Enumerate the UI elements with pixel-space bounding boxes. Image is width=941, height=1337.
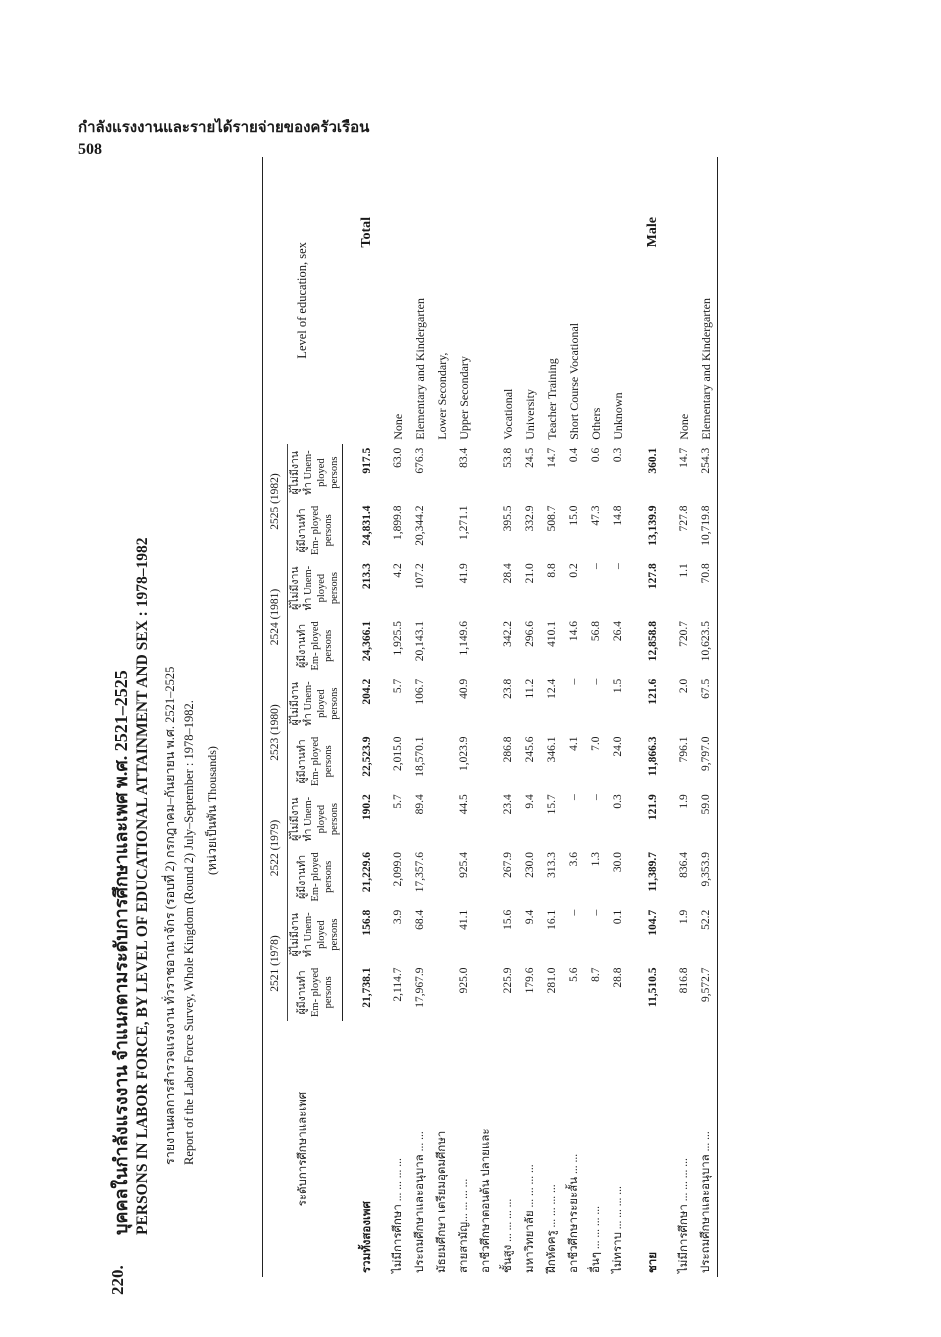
value-cell: 267.9 xyxy=(502,852,514,878)
row-label-english: Vocational xyxy=(500,388,515,440)
value-cell: 254.3 xyxy=(700,447,712,474)
value-cell: 56.8 xyxy=(590,621,602,642)
value-cell: 52.2 xyxy=(700,909,712,930)
value-cell: 24.5 xyxy=(524,447,536,468)
value-cell: 11.2 xyxy=(524,678,536,699)
value-cell: 68.4 xyxy=(414,909,426,930)
total-cell: 360.1 xyxy=(647,447,659,474)
value-cell xyxy=(475,675,497,733)
year-header: 2524 (1981) xyxy=(263,559,288,675)
section-total-row xyxy=(629,157,673,1277)
value-cell: 1,271.1 xyxy=(458,505,470,540)
unemployed-header: ผู้ไม่มีงานทำ Unem- ployed persons xyxy=(288,906,343,964)
value-cell: 17,967.9 xyxy=(414,967,426,1008)
value-cell: 296.6 xyxy=(524,621,536,647)
value-cell xyxy=(431,559,453,617)
value-cell: 836.4 xyxy=(678,852,690,878)
value-cell: 4.1 xyxy=(568,736,580,751)
value-cell: 24.0 xyxy=(612,736,624,757)
value-cell: 1,899.8 xyxy=(392,505,404,540)
table-row xyxy=(563,157,585,1277)
employed-header: ผู้มีงานทำ Em- ployed persons xyxy=(288,964,343,1022)
table-row xyxy=(453,157,475,1277)
value-cell: – xyxy=(590,794,602,800)
table-row xyxy=(519,157,541,1277)
rotated-table-region xyxy=(100,145,840,1295)
unemployed-header: ผู้ไม่มีงานทำ Unem- ployed persons xyxy=(288,790,343,848)
running-title: กำลังแรงงานและรายได้รายจ่ายของครัวเรือน xyxy=(78,120,370,136)
total-cell: 13,139.9 xyxy=(647,505,659,546)
table-subtitle-english: Report of the Labor Force Survey, Whole Kingdom (Round 2) July–September : 1978–1982. xyxy=(182,700,196,1165)
value-cell: 8.8 xyxy=(546,563,558,578)
value-cell: 2.0 xyxy=(678,678,690,694)
value-cell: 245.6 xyxy=(524,736,536,763)
value-cell: 925.4 xyxy=(458,852,470,878)
table-subtitle-thai: รายงานผลการสำรวจแรงงาน ทั่วราชอาณาจักร (รอบที่ 2) กรกฎาคม–กันยายน พ.ศ. 2521–2525 xyxy=(163,666,177,1165)
value-cell: 9.4 xyxy=(524,909,536,925)
row-label-thai: ไม่มีการศึกษา ... ... ... ... xyxy=(392,1158,404,1273)
value-cell: 179.6 xyxy=(524,967,536,994)
value-cell: 26.4 xyxy=(612,621,624,642)
table-title-thai: บุคคลในกำลังแรงงาน จำแนกตามระดับการศึกษาและเพศ พ.ศ. 2521–2525 xyxy=(111,670,131,1235)
value-cell xyxy=(475,848,497,906)
value-cell: 3.9 xyxy=(392,909,404,925)
value-cell xyxy=(475,559,497,617)
year-header: 2522 (1979) xyxy=(263,790,288,906)
table-row xyxy=(431,157,453,1277)
table-number: 220. xyxy=(108,1265,127,1295)
total-cell: 204.2 xyxy=(361,678,373,705)
value-cell: 1,023.9 xyxy=(458,736,470,771)
value-cell: 9.4 xyxy=(524,794,536,809)
total-cell: 917.5 xyxy=(361,447,373,474)
table-row xyxy=(387,157,409,1277)
table-row xyxy=(673,157,695,1277)
value-cell: 0.3 xyxy=(612,447,624,463)
table-unit: (หน่วยเป็นพัน Thousands) xyxy=(205,746,219,875)
value-cell: 508.7 xyxy=(546,505,558,532)
employed-header: ผู้มีงานทำ Em- ployed persons xyxy=(288,617,343,675)
value-cell xyxy=(475,906,497,964)
section-label-english: Male xyxy=(645,217,660,248)
value-cell: 14.7 xyxy=(678,447,690,468)
total-cell: 24,831.4 xyxy=(361,505,373,546)
value-cell: 14.8 xyxy=(612,505,624,526)
employed-header: ผู้มีงานทำ Em- ployed persons xyxy=(288,848,343,906)
labor-force-table xyxy=(262,157,718,1277)
value-cell: 1,149.6 xyxy=(458,621,470,656)
value-cell: – xyxy=(612,563,624,569)
total-cell: 127.8 xyxy=(647,563,659,590)
row-label-english: Lower Secondary, xyxy=(434,352,449,440)
total-cell: 11,389.7 xyxy=(647,852,659,892)
value-cell: 106.7 xyxy=(414,678,426,705)
unemployed-header: ผู้ไม่มีงานทำ Unem- ployed persons xyxy=(288,559,343,617)
value-cell: 63.0 xyxy=(392,447,404,468)
total-cell: 22,523.9 xyxy=(361,736,373,777)
year-header: 2523 (1980) xyxy=(263,675,288,791)
table-body xyxy=(343,157,718,1277)
value-cell: 41.1 xyxy=(458,909,470,930)
total-cell: 156.8 xyxy=(361,909,373,936)
value-cell: 18,570.1 xyxy=(414,736,426,777)
total-cell: 190.2 xyxy=(361,794,373,821)
value-cell: 12.4 xyxy=(546,678,558,699)
section-label-thai: ชาย xyxy=(647,1251,659,1273)
table-title-english: PERSONS IN LABOR FORCE, BY LEVEL OF EDUCATIONAL ATTAINMENT AND SEX : 1978–1982 xyxy=(134,537,151,1235)
value-cell: 89.4 xyxy=(414,794,426,815)
value-cell: 47.3 xyxy=(590,505,602,526)
year-header: 2521 (1978) xyxy=(263,906,288,1022)
value-cell: 15.6 xyxy=(502,909,514,930)
value-cell: 313.3 xyxy=(546,852,558,878)
value-cell: 0.3 xyxy=(612,794,624,809)
value-cell: – xyxy=(568,909,580,916)
value-cell xyxy=(475,790,497,848)
unemployed-header: ผู้ไม่มีงานทำ Unem- ployed persons xyxy=(288,444,343,502)
value-cell: 0.6 xyxy=(590,447,602,463)
total-cell: 121.6 xyxy=(647,678,659,705)
value-cell: – xyxy=(590,678,602,685)
value-cell: 230.0 xyxy=(524,852,536,878)
total-cell: 11,510.5 xyxy=(647,967,659,1008)
value-cell: 5.7 xyxy=(392,678,404,694)
value-cell: – xyxy=(568,678,580,685)
row-label-thai: ชั้นสูง ... ... ... ... xyxy=(502,1198,514,1273)
row-label-thai: อื่นๆ ... ... ... ... xyxy=(590,1206,602,1273)
employed-header: ผู้มีงานทำ Em- ployed persons xyxy=(288,733,343,791)
value-cell: 41.9 xyxy=(458,563,470,584)
row-label-english: None xyxy=(676,413,691,440)
value-cell: 5.6 xyxy=(568,967,580,982)
value-cell xyxy=(431,790,453,848)
row-label-thai: มหาวิทยาลัย ... ... ... ... xyxy=(524,1164,536,1273)
column-header-label-english: Level of education, sex xyxy=(263,157,343,444)
value-cell: 9,797.0 xyxy=(700,736,712,771)
column-header-label-thai: ระดับการศึกษาและเพศ xyxy=(263,1021,343,1277)
table-row xyxy=(541,157,563,1277)
value-cell xyxy=(431,848,453,906)
total-cell: 121.9 xyxy=(647,794,659,821)
value-cell xyxy=(431,502,453,560)
value-cell: 676.3 xyxy=(414,447,426,474)
value-cell: 28.4 xyxy=(502,563,514,584)
value-cell: 20,143.1 xyxy=(414,621,426,662)
row-label-thai: ไม่มีการศึกษา ... ... ... ... xyxy=(678,1158,690,1273)
value-cell: 1.9 xyxy=(678,794,690,809)
value-cell: 23.4 xyxy=(502,794,514,815)
row-label-english: Upper Secondary xyxy=(456,356,471,440)
value-cell: 10,623.5 xyxy=(700,621,712,662)
total-cell: 24,366.1 xyxy=(361,621,373,662)
value-cell: 0.4 xyxy=(568,447,580,463)
value-cell: 17,357.6 xyxy=(414,852,426,893)
row-label-thai: ประถมศึกษาและอนุบาล ... ... xyxy=(414,1131,426,1273)
value-cell: 9,572.7 xyxy=(700,967,712,1002)
value-cell: 21.0 xyxy=(524,563,536,584)
table-titles xyxy=(100,145,255,1295)
value-cell: 20,344.2 xyxy=(414,505,426,546)
row-label-english xyxy=(475,157,497,444)
value-cell: 720.7 xyxy=(678,621,690,647)
row-label-english: Short Course Vocational xyxy=(566,322,581,440)
value-cell: 16.1 xyxy=(546,909,558,930)
value-cell: 15.7 xyxy=(546,794,558,815)
value-cell: 1,925.5 xyxy=(392,621,404,656)
value-cell: 15.0 xyxy=(568,505,580,526)
value-cell xyxy=(475,502,497,560)
value-cell xyxy=(475,617,497,675)
value-cell: 727.8 xyxy=(678,505,690,532)
total-cell: 11,866.3 xyxy=(647,736,659,777)
section-label-english: Total xyxy=(358,217,374,248)
value-cell: 40.9 xyxy=(458,678,470,699)
value-cell: 0.1 xyxy=(612,909,624,925)
value-cell: 1.3 xyxy=(590,852,602,867)
value-cell xyxy=(475,964,497,1022)
table-row xyxy=(475,157,497,1277)
value-cell xyxy=(431,964,453,1022)
value-cell xyxy=(475,733,497,791)
value-cell: 59.0 xyxy=(700,794,712,815)
table-row xyxy=(695,157,718,1277)
value-cell: 8.7 xyxy=(590,967,602,982)
value-cell: – xyxy=(590,909,602,916)
section-total-row xyxy=(343,157,388,1277)
value-cell: 332.9 xyxy=(524,505,536,532)
value-cell xyxy=(475,444,497,502)
row-label-english: Elementary and Kindergarten xyxy=(412,298,427,440)
value-cell xyxy=(431,906,453,964)
value-cell: 225.9 xyxy=(502,967,514,994)
page-number: 508 xyxy=(78,141,102,158)
row-label-thai: มัธยมศึกษา เตรียมอุดมศึกษา xyxy=(436,1130,448,1273)
value-cell: 0.2 xyxy=(568,563,580,578)
value-cell: 10,719.8 xyxy=(700,505,712,546)
value-cell: 83.4 xyxy=(458,447,470,468)
table-row xyxy=(607,157,629,1277)
value-cell: – xyxy=(568,794,580,800)
value-cell: 2,114.7 xyxy=(392,967,404,1002)
total-cell: 213.3 xyxy=(361,563,373,590)
value-cell: 4.2 xyxy=(392,563,404,578)
value-cell: 286.8 xyxy=(502,736,514,763)
value-cell: 7.0 xyxy=(590,736,602,751)
row-label-thai: สายสามัญ... ... ... ... xyxy=(458,1178,470,1273)
row-label-english: Teacher Training xyxy=(544,358,559,440)
value-cell: 816.8 xyxy=(678,967,690,994)
row-label-english: None xyxy=(390,413,405,440)
value-cell: 395.5 xyxy=(502,505,514,532)
total-cell: 21,229.6 xyxy=(361,852,373,893)
value-cell xyxy=(431,617,453,675)
row-label-english: Others xyxy=(588,407,603,440)
value-cell: 2,015.0 xyxy=(392,736,404,771)
row-label-english: Unknown xyxy=(610,392,625,440)
employed-header: ผู้มีงานทำ Em- ployed persons xyxy=(288,502,343,560)
row-label-english: University xyxy=(522,389,537,440)
row-label-thai: อาชีวศึกษาระยะสั้น ... ... xyxy=(568,1153,580,1273)
value-cell: 796.1 xyxy=(678,736,690,763)
value-cell: 5.7 xyxy=(392,794,404,809)
total-cell: 21,738.1 xyxy=(361,967,373,1008)
value-cell: 1.1 xyxy=(678,563,690,578)
section-label-thai: รวมทั้งสองเพศ xyxy=(360,1201,373,1273)
value-cell: 23.8 xyxy=(502,678,514,699)
total-cell: 104.7 xyxy=(647,909,659,936)
value-cell: 2,099.0 xyxy=(392,852,404,887)
table-row xyxy=(497,157,519,1277)
value-cell xyxy=(431,444,453,502)
table-row xyxy=(585,157,607,1277)
row-label-english: Elementary and Kindergarten xyxy=(698,298,713,440)
value-cell: 70.8 xyxy=(700,563,712,584)
row-label-thai: ประถมศึกษาและอนุบาล ... ... xyxy=(700,1131,712,1273)
value-cell xyxy=(431,675,453,733)
table-row xyxy=(409,157,431,1277)
value-cell: 30.0 xyxy=(612,852,624,873)
row-label-thai: อาชีวศึกษาตอนต้น ปลายและ xyxy=(480,1128,492,1273)
total-cell: 12,858.8 xyxy=(647,621,659,662)
value-cell: 281.0 xyxy=(546,967,558,994)
value-cell xyxy=(431,733,453,791)
unemployed-header: ผู้ไม่มีงานทำ Unem- ployed persons xyxy=(288,675,343,733)
row-label-thai: ฝึกหัดครู ... ... ... ... xyxy=(546,1184,558,1273)
table-bottom-rule xyxy=(718,157,719,1277)
value-cell: 925.0 xyxy=(458,967,470,994)
value-cell: 28.8 xyxy=(612,967,624,988)
value-cell: 1.9 xyxy=(678,909,690,925)
year-header: 2525 (1982) xyxy=(263,444,288,560)
value-cell: 53.8 xyxy=(502,447,514,468)
value-cell: 14.6 xyxy=(568,621,580,642)
value-cell: – xyxy=(590,563,602,569)
value-cell: 342.2 xyxy=(502,621,514,647)
value-cell: 1.5 xyxy=(612,678,624,694)
value-cell: 346.1 xyxy=(546,736,558,763)
value-cell: 3.6 xyxy=(568,852,580,867)
row-label-thai: ไม่ทราบ ... ... ... ... xyxy=(612,1186,624,1273)
value-cell: 44.5 xyxy=(458,794,470,815)
value-cell: 107.2 xyxy=(414,563,426,590)
value-cell: 410.1 xyxy=(546,621,558,647)
value-cell: 67.5 xyxy=(700,678,712,699)
value-cell: 9,353.9 xyxy=(700,852,712,887)
value-cell: 14.7 xyxy=(546,447,558,468)
